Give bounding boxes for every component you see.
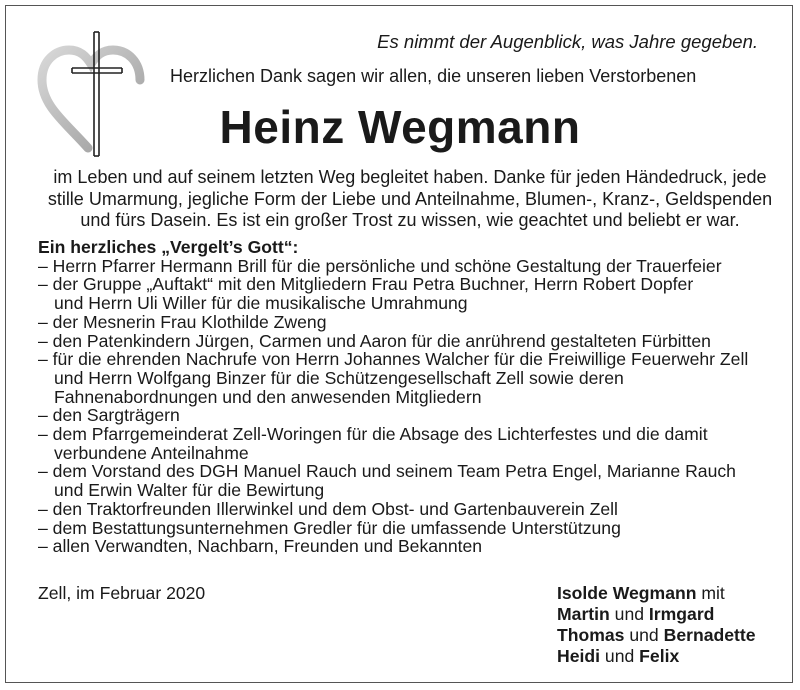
list-item — [38, 313, 786, 332]
list-item — [38, 275, 786, 312]
list-item-line: – der Mesnerin Frau Klothilde Zweng — [38, 311, 327, 332]
thanks-line: im Leben und auf seinem letzten Weg begleitet haben. Danke für jeden Händedruck, jede — [53, 167, 767, 187]
list-item-line: verbundene Anteilnahme — [54, 442, 249, 463]
signature-line: Thomas und Bernadette — [557, 625, 756, 645]
list-item — [38, 350, 786, 406]
motto: Es nimmt der Augenblick, was Jahre gegeben. — [377, 31, 758, 52]
intro-text: Herzlichen Dank sagen wir allen, die unseren lieben Verstorbenen — [170, 66, 697, 86]
list-item — [38, 332, 786, 351]
signature-line: Isolde Wegmann mit — [557, 583, 725, 603]
list-item — [38, 519, 786, 538]
list-items — [38, 257, 786, 556]
list-item — [38, 257, 786, 276]
list-item-line: und Herrn Uli Willer für die musikalische Umrahmung — [54, 293, 468, 314]
deceased-name: Heinz Wegmann — [219, 101, 581, 153]
list-item — [38, 425, 786, 462]
list-item-line: und Herrn Wolfgang Binzer für die Schützengesellschaft Zell sowie deren — [54, 367, 624, 388]
list-item-line: – dem Pfarrgemeinderat Zell-Woringen für die Absage des Lichterfestes und die damit — [38, 424, 708, 445]
list-item-line: – dem Vorstand des DGH Manuel Rauch und seinem Team Petra Engel, Marianne Rauch — [38, 461, 736, 482]
thanks-paragraph — [40, 167, 780, 232]
list-item-line: Fahnenabordnungen und den anwesenden Mitgliedern — [54, 386, 482, 407]
list-item — [38, 406, 786, 425]
list-item-line: – dem Bestattungsunternehmen Gredler für die umfassende Unterstützung — [38, 517, 621, 538]
signatures — [557, 583, 756, 667]
list-item-line: – für die ehrenden Nachrufe von Herrn Johannes Walcher für die Freiwillige Feuerwehr Zell — [38, 349, 749, 370]
signature-line: Heidi und Felix — [557, 646, 680, 666]
list-item-line: – den Patenkindern Jürgen, Carmen und Aaron für die anrührend gestalteten Fürbitten — [38, 330, 711, 351]
gratitude-list — [38, 238, 786, 556]
thanks-line: und fürs Dasein. Es ist ein großer Trost zu wissen, wie geachtet und beliebt er war. — [80, 210, 740, 230]
list-item-line: – den Sargträgern — [38, 405, 180, 426]
list-item — [38, 537, 786, 556]
list-item-line: – den Traktorfreunden Illerwinkel und dem Obst- und Gartenbauverein Zell — [38, 498, 618, 519]
list-item — [38, 500, 786, 519]
list-heading: Ein herzliches „Vergelt’s Gott“: — [38, 237, 299, 257]
list-item — [38, 462, 786, 499]
list-item-line: und Erwin Walter für die Bewirtung — [54, 480, 325, 501]
thanks-line: stille Umarmung, jegliche Form der Liebe und Anteilnahme, Blumen-, Kranz-, Geldspenden — [47, 188, 773, 209]
signature-line: Martin und Irmgard — [557, 604, 715, 624]
list-item-line: – Herrn Pfarrer Hermann Brill für die persönliche und schöne Gestaltung der Trauerfeier — [38, 255, 722, 276]
place-date: Zell, im Februar 2020 — [38, 583, 206, 603]
list-item-line: – allen Verwandten, Nachbarn, Freunden und Bekannten — [38, 536, 483, 557]
list-item-line: – der Gruppe „Auftakt“ mit den Mitgliedern Frau Petra Buchner, Herrn Robert Dopfer — [38, 274, 694, 295]
